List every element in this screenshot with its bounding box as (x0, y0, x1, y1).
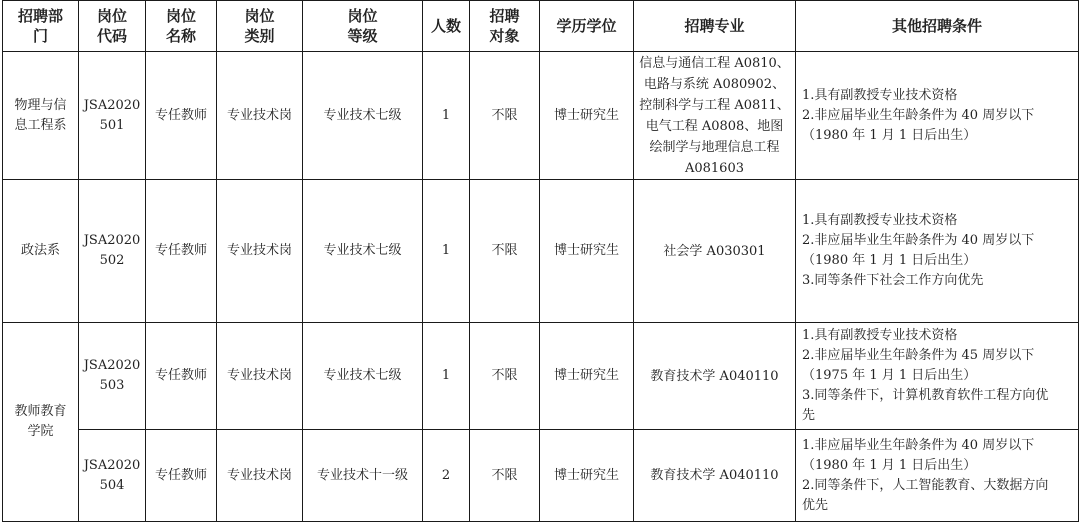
table-row (3, 52, 1079, 180)
major-cell: 教育技术学 A040110 (634, 430, 796, 522)
major-cell: 教育技术学 A040110 (634, 323, 796, 430)
level-cell: 专业技术七级 (303, 323, 423, 430)
target-cell: 不限 (470, 430, 540, 522)
target-cell: 不限 (470, 180, 540, 323)
code-cell: JSA2020 503 (79, 323, 146, 430)
dept-cell: 政法系 (3, 180, 79, 323)
education-cell: 博士研究生 (540, 180, 634, 323)
header-education: 学历学位 (540, 1, 634, 52)
conditions-cell: 1.非应届毕业生年龄条件为 40 周岁以下 （1980 年 1 月 1 日后出生） 2.同等条件下，人工智能教育、大数据方向 优先 (796, 430, 1079, 522)
header-code: 岗位 代码 (79, 1, 146, 52)
level-cell: 专业技术七级 (303, 180, 423, 323)
recruitment-table (2, 0, 1079, 522)
header-conditions: 其他招聘条件 (796, 1, 1079, 52)
name-cell: 专任教师 (146, 430, 217, 522)
name-cell: 专任教师 (146, 52, 217, 180)
header-level: 岗位 等级 (303, 1, 423, 52)
conditions-cell: 1.具有副教授专业技术资格 2.非应届毕业生年龄条件为 40 周岁以下 （1980 年 1 月 1 日后出生） 3.同等条件下社会工作方向优先 (796, 180, 1079, 323)
level-cell: 专业技术十一级 (303, 430, 423, 522)
code-cell: JSA2020 504 (79, 430, 146, 522)
header-category: 岗位 类别 (217, 1, 303, 52)
conditions-cell: 1.具有副教授专业技术资格 2.非应届毕业生年龄条件为 40 周岁以下 （1980 年 1 月 1 日后出生） (796, 52, 1079, 180)
table-row (3, 430, 1079, 522)
major-cell: 社会学 A030301 (634, 180, 796, 323)
header-target: 招聘 对象 (470, 1, 540, 52)
count-cell: 2 (423, 430, 470, 522)
table-row (3, 323, 1079, 430)
count-cell: 1 (423, 323, 470, 430)
category-cell: 专业技术岗 (217, 52, 303, 180)
target-cell: 不限 (470, 52, 540, 180)
category-cell: 专业技术岗 (217, 430, 303, 522)
recruitment-table-container (2, 0, 1079, 522)
count-cell: 1 (423, 180, 470, 323)
dept-cell: 物理与信 息工程系 (3, 52, 79, 180)
header-name: 岗位 名称 (146, 1, 217, 52)
header-major: 招聘专业 (634, 1, 796, 52)
target-cell: 不限 (470, 323, 540, 430)
education-cell: 博士研究生 (540, 52, 634, 180)
header-dept: 招聘部 门 (3, 1, 79, 52)
education-cell: 博士研究生 (540, 323, 634, 430)
table-row (3, 180, 1079, 323)
category-cell: 专业技术岗 (217, 180, 303, 323)
name-cell: 专任教师 (146, 180, 217, 323)
category-cell: 专业技术岗 (217, 323, 303, 430)
code-cell: JSA2020 501 (79, 52, 146, 180)
header-row (3, 1, 1079, 52)
education-cell: 博士研究生 (540, 430, 634, 522)
header-count: 人数 (423, 1, 470, 52)
conditions-cell: 1.具有副教授专业技术资格 2.非应届毕业生年龄条件为 45 周岁以下 （1975 年 1 月 1 日后出生） 3.同等条件下，计算机教育软件工程方向优 先 (796, 323, 1079, 430)
count-cell: 1 (423, 52, 470, 180)
name-cell: 专任教师 (146, 323, 217, 430)
level-cell: 专业技术七级 (303, 52, 423, 180)
code-cell: JSA2020 502 (79, 180, 146, 323)
dept-cell: 教师教育 学院 (3, 323, 79, 522)
major-cell: 信息与通信工程 A0810、 电路与系统 A080902、 控制科学与工程 A0811、 电气工程 A0808、地图 绘制学与地理信息工程 A081603 (634, 52, 796, 180)
